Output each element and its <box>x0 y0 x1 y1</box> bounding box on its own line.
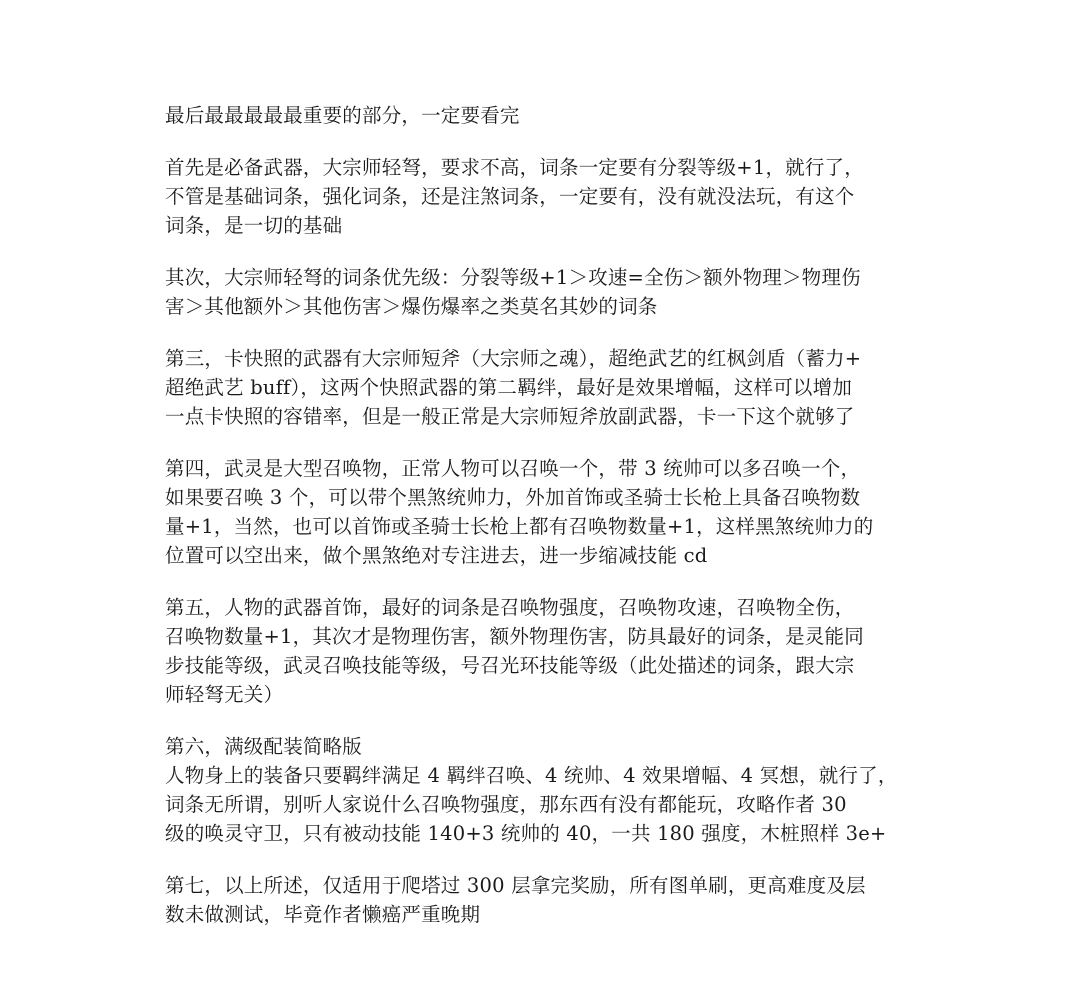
paragraph-third <box>165 344 925 431</box>
paragraph-intro <box>165 101 925 130</box>
text-line: 其次，大宗师轻弩的词条优先级：分裂等级+1＞攻速=全伤＞额外物理＞物理伤 <box>165 266 861 289</box>
text-line: 步技能等级，武灵召唤技能等级，号召光环技能等级（此处描述的词条，跟大宗 <box>165 654 855 677</box>
text-line: 数未做测试，毕竟作者懒癌严重晚期 <box>165 903 481 926</box>
text-line: 位置可以空出来，做个黑煞绝对专注进去，进一步缩减技能 cd <box>165 544 708 567</box>
paragraph-sixth <box>165 732 925 848</box>
text-line: 第七，以上所述，仅适用于爬塔过 300 层拿完奖励，所有图单刷，更高难度及层 <box>165 874 866 897</box>
text-line: 害＞其他额外＞其他伤害＞爆伤爆率之类莫名其妙的词条 <box>165 295 658 318</box>
text-line: 不管是基础词条，强化词条，还是注煞词条，一定要有，没有就没法玩，有这个 <box>165 185 855 208</box>
text-line: 最后最最最最最重要的部分，一定要看完 <box>165 104 520 127</box>
text-line: 召唤物数量+1，其次才是物理伤害，额外物理伤害，防具最好的词条，是灵能同 <box>165 625 864 648</box>
paragraph-fifth <box>165 593 925 709</box>
text-line: 第六，满级配装简略版 <box>165 735 363 758</box>
text-line: 级的唤灵守卫，只有被动技能 140+3 统帅的 40，一共 180 强度，木桩照样 3e+ <box>165 822 887 845</box>
text-line: 师轻弩无关） <box>165 683 284 706</box>
text-line: 超绝武艺 buff），这两个快照武器的第二羁绊，最好是效果增幅，这样可以增加 <box>165 376 853 399</box>
text-line: 一点卡快照的容错率，但是一般正常是大宗师短斧放副武器，卡一下这个就够了 <box>165 405 855 428</box>
paragraph-fourth <box>165 454 925 570</box>
paragraph-first <box>165 153 925 240</box>
paragraph-seventh <box>165 871 925 929</box>
paragraph-second <box>165 263 925 321</box>
text-line: 首先是必备武器，大宗师轻弩，要求不高，词条一定要有分裂等级+1，就行了， <box>165 156 864 179</box>
document-body <box>165 101 925 952</box>
text-line: 第四，武灵是大型召唤物，正常人物可以召唤一个，带 3 统帅可以多召唤一个， <box>165 457 861 480</box>
text-line: 量+1，当然，也可以首饰或圣骑士长枪上都有召唤物数量+1，这样黑煞统帅力的 <box>165 515 874 538</box>
text-line: 词条无所谓，别听人家说什么召唤物强度，那东西有没有都能玩，攻略作者 30 <box>165 793 847 816</box>
text-line: 词条，是一切的基础 <box>165 214 343 237</box>
text-line: 人物身上的装备只要羁绊满足 4 羁绊召唤、4 统帅、4 效果增幅、4 冥想，就行了， <box>165 764 898 787</box>
text-line: 第三，卡快照的武器有大宗师短斧（大宗师之魂），超绝武艺的红枫剑盾（蓄力+ <box>165 347 862 370</box>
text-line: 如果要召唤 3 个，可以带个黑煞统帅力，外加首饰或圣骑士长枪上具备召唤物数 <box>165 486 861 509</box>
text-line: 第五，人物的武器首饰，最好的词条是召唤物强度，召唤物攻速，召唤物全伤， <box>165 596 855 619</box>
